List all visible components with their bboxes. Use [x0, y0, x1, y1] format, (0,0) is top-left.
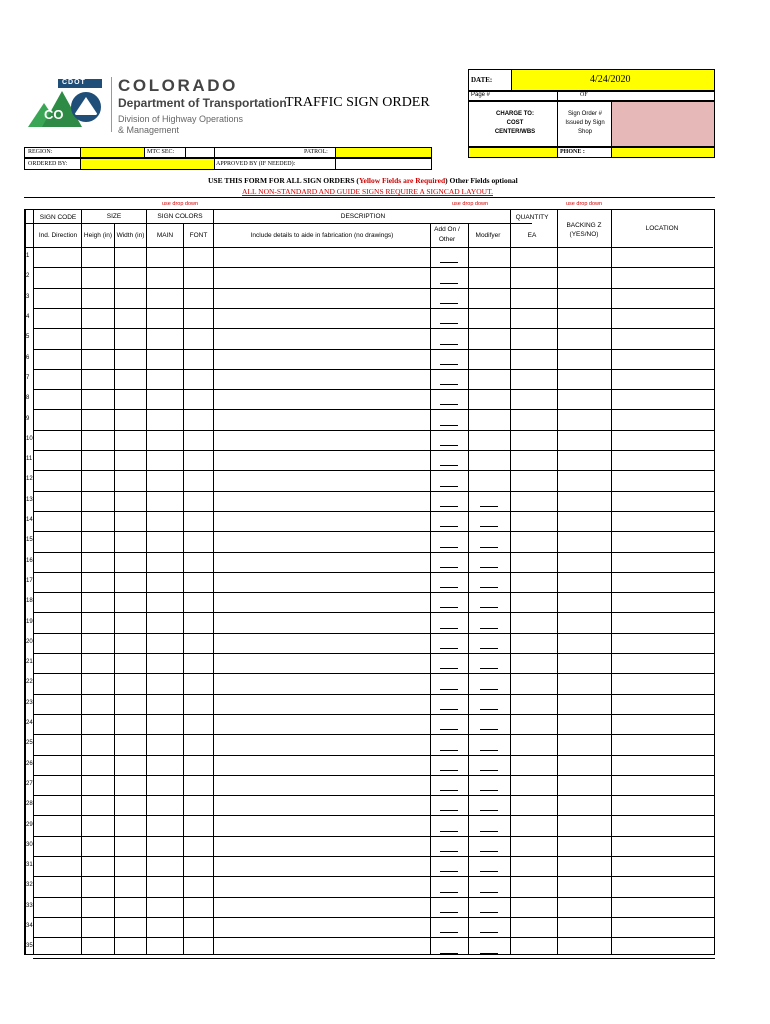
col-description: DESCRIPTION [340, 213, 386, 220]
form-title: TRAFFIC SIGN ORDER [285, 95, 430, 110]
table-row[interactable] [33, 612, 713, 632]
table-row[interactable] [33, 795, 713, 815]
table-row[interactable] [33, 328, 713, 348]
addon-placeholder-dash [440, 729, 458, 730]
notice-line1 [208, 176, 518, 185]
table-row[interactable] [33, 450, 713, 470]
addon-placeholder-dash [440, 303, 458, 304]
modifier-placeholder-dash [480, 628, 498, 629]
row-number: 27 [26, 780, 33, 787]
notice-required-text: Yellow Fields are Required [358, 176, 446, 185]
row-number: 29 [26, 821, 33, 828]
logo-division-line1: Division of Highway Operations [118, 114, 244, 124]
addon-placeholder-dash [440, 486, 458, 487]
table-row[interactable] [33, 531, 713, 551]
modifier-placeholder-dash [480, 871, 498, 872]
addon-placeholder-dash [440, 628, 458, 629]
table-row[interactable] [33, 470, 713, 490]
addon-placeholder-dash [440, 810, 458, 811]
row-number: 4 [26, 314, 30, 321]
row-number: 9 [26, 415, 30, 422]
region-field[interactable] [80, 147, 145, 158]
col-description-hint: Include details to aide in fabrication (no drawings) [250, 232, 394, 239]
logo-division-line2: & Management [118, 125, 180, 135]
table-row[interactable] [33, 267, 713, 287]
charge-to-field[interactable] [468, 147, 558, 158]
col-sign-colors: SIGN COLORS [157, 213, 203, 220]
row-number: 7 [26, 374, 30, 381]
table-row[interactable] [33, 755, 713, 775]
table-row[interactable] [33, 876, 713, 896]
row-number: 21 [26, 659, 33, 666]
addon-placeholder-dash [440, 587, 458, 588]
addon-placeholder-dash [440, 932, 458, 933]
col-ind-direction: Ind. Direction [38, 232, 78, 239]
addon-dropdown-hint: use drop down [452, 201, 489, 207]
row-number: 19 [26, 618, 33, 625]
row-number: 35 [26, 943, 33, 950]
table-row[interactable] [33, 308, 713, 328]
table-row[interactable] [33, 552, 713, 572]
addon-placeholder-dash [440, 689, 458, 690]
sign-order-number-field[interactable] [611, 101, 715, 147]
ordered-by-field[interactable] [80, 158, 215, 170]
col-height: Heigh (in) [83, 232, 113, 239]
row-number: 1 [26, 253, 30, 260]
row-number: 26 [26, 760, 33, 767]
addon-placeholder-dash [440, 323, 458, 324]
row-number: 30 [26, 841, 33, 848]
addon-placeholder-dash [440, 445, 458, 446]
row-number: 34 [26, 923, 33, 930]
patrol-label: PATROL: [304, 149, 328, 155]
modifier-placeholder-dash [480, 709, 498, 710]
addon-placeholder-dash [440, 790, 458, 791]
row-number: 6 [26, 354, 30, 361]
table-row[interactable] [33, 856, 713, 876]
addon-placeholder-dash [440, 648, 458, 649]
notice-line2: ALL NON-STANDARD AND GUIDE SIGNS REQUIRE A SIGNCAD LAYOUT. [242, 187, 493, 196]
table-row[interactable] [33, 714, 713, 734]
modifier-placeholder-dash [480, 506, 498, 507]
col-location: LOCATION [645, 225, 679, 232]
addon-placeholder-dash [440, 526, 458, 527]
table-row[interactable] [33, 592, 713, 612]
addon-placeholder-dash [440, 831, 458, 832]
notice-rule [24, 197, 715, 198]
date-label: DATE: [471, 76, 493, 84]
notice-line1-part2: ) Other Fields optional [445, 176, 518, 185]
addon-placeholder-dash [440, 709, 458, 710]
table-row[interactable] [33, 653, 713, 673]
modifier-placeholder-dash [480, 607, 498, 608]
modifier-placeholder-dash [480, 567, 498, 568]
row-number: 25 [26, 740, 33, 747]
addon-placeholder-dash [440, 384, 458, 385]
table-row[interactable] [33, 734, 713, 754]
row-number: 28 [26, 801, 33, 808]
modifier-placeholder-dash [480, 648, 498, 649]
table-row[interactable] [33, 349, 713, 369]
mtc-sec-label: MTC SEC: [147, 149, 175, 155]
col-add-on: Add On / Other [434, 226, 460, 243]
date-value: 4/24/2020 [590, 74, 631, 85]
modifier-placeholder-dash [480, 689, 498, 690]
region-label: REGION: [28, 149, 53, 155]
row-number: 15 [26, 537, 33, 544]
row-number: 13 [26, 496, 33, 503]
row-number: 32 [26, 882, 33, 889]
addon-placeholder-dash [440, 262, 458, 263]
col-font: FONT [189, 232, 208, 239]
addon-placeholder-dash [440, 425, 458, 426]
table-row[interactable] [33, 572, 713, 592]
row-number: 2 [26, 273, 30, 280]
row-number: 17 [26, 577, 33, 584]
modifier-placeholder-dash [480, 587, 498, 588]
table-row[interactable] [33, 836, 713, 856]
addon-placeholder-dash [440, 547, 458, 548]
page-label: Page # [471, 92, 491, 98]
row-number: 3 [26, 293, 30, 300]
addon-placeholder-dash [440, 364, 458, 365]
addon-placeholder-dash [440, 871, 458, 872]
row-number: 12 [26, 476, 33, 483]
addon-placeholder-dash [440, 404, 458, 405]
logo-department: Department of Transportation [118, 96, 287, 110]
row-number: 8 [26, 395, 30, 402]
col-quantity: QUANTITY [515, 214, 549, 221]
row-number: 31 [26, 862, 33, 869]
sign-order-table [24, 209, 715, 955]
table-row[interactable] [33, 247, 713, 267]
modifier-placeholder-dash [480, 547, 498, 548]
table-row-divider [33, 958, 715, 959]
table-row[interactable] [33, 897, 713, 917]
modifier-placeholder-dash [480, 953, 498, 954]
modifier-placeholder-dash [480, 790, 498, 791]
table-row[interactable] [33, 917, 713, 937]
row-number: 14 [26, 517, 33, 524]
modifier-placeholder-dash [480, 750, 498, 751]
modifier-placeholder-dash [480, 912, 498, 913]
table-row[interactable] [33, 815, 713, 835]
col-backing: BACKING Z (YES/NO) [566, 222, 602, 238]
ordered-by-label: ORDERED BY: [28, 161, 68, 167]
col-width: Width (in) [116, 232, 145, 239]
logo-co-text: CO [44, 107, 64, 122]
table-row[interactable] [33, 694, 713, 714]
phone-label: PHONE : [560, 149, 585, 155]
table-row[interactable] [33, 775, 713, 795]
modifier-placeholder-dash [480, 810, 498, 811]
addon-placeholder-dash [440, 607, 458, 608]
addon-placeholder-dash [440, 892, 458, 893]
row-number: 24 [26, 720, 33, 727]
addon-placeholder-dash [440, 912, 458, 913]
row-number: 22 [26, 679, 33, 686]
modifier-placeholder-dash [480, 770, 498, 771]
addon-placeholder-dash [440, 953, 458, 954]
approved-by-field[interactable] [335, 158, 432, 170]
modifier-placeholder-dash [480, 851, 498, 852]
addon-placeholder-dash [440, 750, 458, 751]
of-label: OF [580, 92, 588, 98]
table-row[interactable] [33, 673, 713, 693]
table-row[interactable] [33, 389, 713, 409]
patrol-field[interactable] [335, 147, 432, 158]
col-main: MAIN [156, 232, 174, 239]
row-number: 23 [26, 699, 33, 706]
modifier-placeholder-dash [480, 668, 498, 669]
table-row[interactable] [33, 409, 713, 429]
col-sign-code: SIGN CODE [39, 214, 77, 221]
modifier-placeholder-dash [480, 892, 498, 893]
colors-dropdown-hint: use drop down [162, 201, 199, 207]
cdot-logo [28, 77, 108, 129]
row-number: 33 [26, 902, 33, 909]
table-row[interactable] [33, 937, 713, 957]
table-row[interactable] [33, 430, 713, 450]
addon-placeholder-dash [440, 344, 458, 345]
approved-by-label: APPROVED BY (IF NEEDED): [216, 161, 296, 167]
logo-state: COLORADO [118, 76, 238, 95]
table-row[interactable] [33, 288, 713, 308]
row-number: 16 [26, 557, 33, 564]
modifier-placeholder-dash [480, 831, 498, 832]
row-number: 11 [26, 456, 33, 463]
addon-placeholder-dash [440, 506, 458, 507]
row-number: 5 [26, 334, 30, 341]
row-number: 10 [26, 435, 33, 442]
mtc-sec-field[interactable] [185, 147, 215, 158]
table-row[interactable] [33, 511, 713, 531]
table-row[interactable] [33, 369, 713, 389]
logo-divider [111, 77, 112, 132]
col-ea: EA [527, 232, 537, 239]
addon-placeholder-dash [440, 668, 458, 669]
modifier-placeholder-dash [480, 526, 498, 527]
addon-placeholder-dash [440, 851, 458, 852]
header-rule-top [24, 223, 532, 224]
addon-placeholder-dash [440, 465, 458, 466]
row-number: 18 [26, 598, 33, 605]
modifier-placeholder-dash [480, 932, 498, 933]
backing-dropdown-hint: use drop down [566, 201, 603, 207]
logo-cdot-text: CDOT [62, 79, 86, 86]
row-number: 20 [26, 638, 33, 645]
col-modifier: Modifyer [475, 232, 501, 239]
addon-placeholder-dash [440, 283, 458, 284]
sign-order-label: Sign Order # Issued by Sign Shop [565, 111, 605, 135]
table-row[interactable] [33, 633, 713, 653]
phone-field[interactable] [611, 147, 715, 158]
addon-placeholder-dash [440, 770, 458, 771]
charge-to-label: CHARGE TO: COST CENTER/WBS [494, 111, 536, 135]
notice-line1-part1: USE THIS FORM FOR ALL SIGN ORDERS ( [208, 176, 359, 185]
col-size: SIZE [106, 213, 122, 220]
addon-placeholder-dash [440, 567, 458, 568]
modifier-placeholder-dash [480, 729, 498, 730]
table-row[interactable] [33, 491, 713, 511]
